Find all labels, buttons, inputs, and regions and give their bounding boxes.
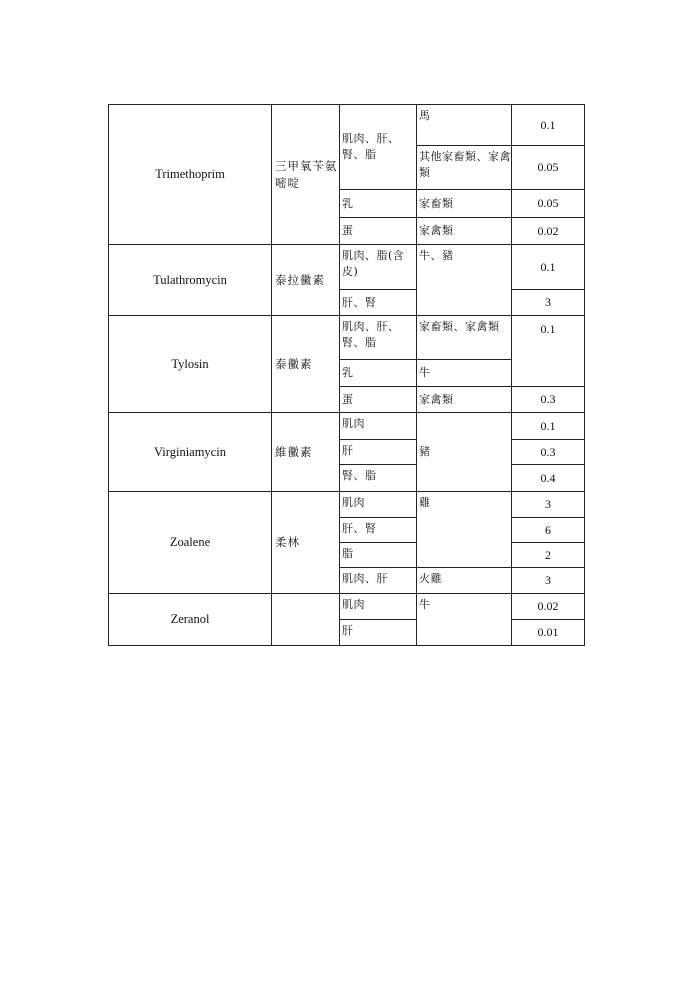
tissue: 脂 — [340, 543, 417, 568]
drug-name-chinese: 三甲氧苄氨嘧啶 — [272, 105, 340, 245]
limit-value: 3 — [512, 492, 585, 518]
limit-value: 6 — [512, 518, 585, 543]
table-row — [109, 492, 585, 518]
table-row — [109, 245, 585, 290]
species: 其他家畜類、家禽類 — [417, 146, 512, 190]
limit-value: 3 — [512, 568, 585, 594]
limit-value: 2 — [512, 543, 585, 568]
tissue: 肝 — [340, 620, 417, 646]
tissue: 肌肉、脂(含皮) — [340, 245, 417, 290]
tissue: 乳 — [340, 360, 417, 387]
tissue: 肌肉、肝、腎、脂 — [340, 316, 417, 360]
tissue: 乳 — [340, 190, 417, 218]
species: 牛 — [417, 360, 512, 387]
species: 雞 — [417, 492, 512, 568]
limit-value: 0.3 — [512, 387, 585, 413]
limit-value: 0.01 — [512, 620, 585, 646]
tissue: 肌肉 — [340, 594, 417, 620]
limit-value: 0.4 — [512, 465, 585, 492]
species: 火雞 — [417, 568, 512, 594]
drug-name: Virginiamycin — [109, 413, 272, 492]
species: 家禽類 — [417, 387, 512, 413]
tissue: 肝、腎 — [340, 518, 417, 543]
drug-name: Tulathromycin — [109, 245, 272, 316]
limit-value: 0.1 — [512, 413, 585, 440]
limit-value: 0.02 — [512, 218, 585, 245]
tissue: 肝、腎 — [340, 290, 417, 316]
tissue: 肌肉 — [340, 492, 417, 518]
drug-name-chinese: 泰拉黴素 — [272, 245, 340, 316]
drug-name-chinese — [272, 594, 340, 646]
drug-name-chinese: 柔林 — [272, 492, 340, 594]
species: 豬 — [417, 413, 512, 492]
tissue: 肌肉、肝 — [340, 568, 417, 594]
tissue: 蛋 — [340, 218, 417, 245]
species: 家畜類、家禽類 — [417, 316, 512, 360]
drug-name-chinese: 維黴素 — [272, 413, 340, 492]
table-row — [109, 413, 585, 440]
species: 家禽類 — [417, 218, 512, 245]
limit-value: 0.1 — [512, 316, 585, 387]
drug-name: Tylosin — [109, 316, 272, 413]
table-row — [109, 594, 585, 620]
drug-name: Zoalene — [109, 492, 272, 594]
tissue: 肝 — [340, 440, 417, 465]
limit-value: 0.1 — [512, 245, 585, 290]
limit-value: 0.05 — [512, 146, 585, 190]
tissue: 肌肉 — [340, 413, 417, 440]
species: 牛 — [417, 594, 512, 646]
tissue: 腎、脂 — [340, 465, 417, 492]
limit-value: 0.1 — [512, 105, 585, 146]
residue-limit-table — [108, 104, 585, 646]
species: 家畜類 — [417, 190, 512, 218]
table-row — [109, 316, 585, 360]
drug-name: Trimethoprim — [109, 105, 272, 245]
limit-value: 0.02 — [512, 594, 585, 620]
table-row — [109, 105, 585, 146]
tissue: 蛋 — [340, 387, 417, 413]
limit-value: 3 — [512, 290, 585, 316]
species: 牛、豬 — [417, 245, 512, 316]
tissue: 肌肉、肝、腎、脂 — [340, 105, 417, 190]
limit-value: 0.05 — [512, 190, 585, 218]
drug-name: Zeranol — [109, 594, 272, 646]
limit-value: 0.3 — [512, 440, 585, 465]
drug-name-chinese: 泰黴素 — [272, 316, 340, 413]
species: 馬 — [417, 105, 512, 146]
